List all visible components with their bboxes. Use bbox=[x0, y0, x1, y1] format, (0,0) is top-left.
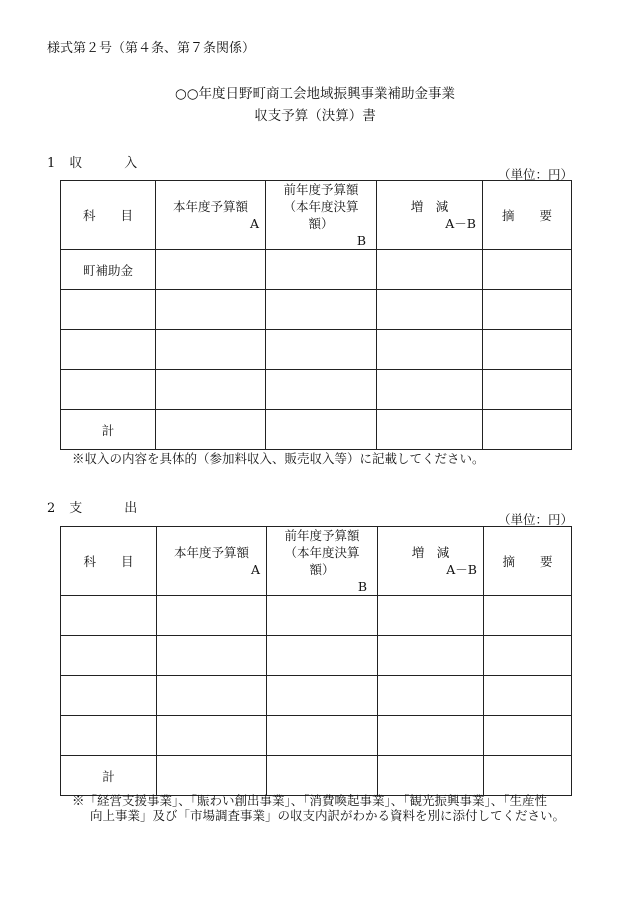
income-row-label: 町補助金 bbox=[61, 250, 156, 290]
table-row bbox=[61, 370, 572, 410]
table-cell bbox=[267, 596, 378, 636]
table-cell bbox=[267, 636, 378, 676]
income-row-label bbox=[61, 330, 156, 370]
table-cell bbox=[267, 676, 378, 716]
table-cell bbox=[157, 716, 267, 756]
table-cell bbox=[377, 370, 483, 410]
table-cell bbox=[156, 410, 266, 450]
header-current-letter: A bbox=[249, 216, 259, 231]
header-remarks: 摘 要 bbox=[484, 527, 572, 596]
table-cell bbox=[484, 636, 572, 676]
header-previous-line2: （本年度決算 bbox=[283, 199, 359, 214]
expense-row-label bbox=[61, 596, 157, 636]
expense-note bbox=[72, 793, 565, 823]
header-diff-formula: A－B bbox=[445, 216, 476, 231]
document-title: ○○年度日野町商工会地域振興事業補助金事業 bbox=[174, 86, 456, 102]
table-cell bbox=[378, 596, 484, 636]
table-row bbox=[61, 250, 572, 290]
expense-total-row bbox=[61, 756, 572, 796]
table-cell bbox=[156, 290, 266, 330]
header-current-budget bbox=[157, 527, 267, 596]
income-row-label bbox=[61, 370, 156, 410]
table-cell bbox=[266, 330, 377, 370]
header-previous-budget bbox=[267, 527, 378, 596]
income-unit-label: （単位：円） bbox=[497, 167, 573, 182]
table-cell bbox=[484, 676, 572, 716]
header-current-label: 本年度予算額 bbox=[173, 545, 249, 560]
table-cell bbox=[266, 290, 377, 330]
table-cell bbox=[267, 756, 378, 796]
expense-label-b: 出 bbox=[124, 501, 138, 516]
income-label-b: 入 bbox=[124, 156, 138, 171]
table-cell bbox=[484, 716, 572, 756]
table-cell bbox=[483, 370, 572, 410]
expense-section-heading bbox=[47, 497, 137, 516]
expense-section-number: 2 bbox=[47, 501, 56, 516]
header-diff-label: 増 減 bbox=[410, 199, 449, 214]
header-remarks: 摘 要 bbox=[483, 181, 572, 250]
header-current-letter: A bbox=[250, 562, 260, 577]
table-row bbox=[61, 636, 572, 676]
expense-row-label bbox=[61, 716, 157, 756]
header-current-label: 本年度予算額 bbox=[172, 199, 248, 214]
header-previous-line3: 額） bbox=[308, 216, 334, 231]
income-row-label bbox=[61, 290, 156, 330]
header-previous-letter: B bbox=[356, 233, 366, 248]
expense-note-line1: ※「経営支援事業」、「賑わい創出事業」、「消費喚起事業」、「観光振興事業」、「生産性 bbox=[72, 793, 548, 808]
table-cell bbox=[157, 636, 267, 676]
income-header-row bbox=[61, 181, 572, 250]
table-cell bbox=[377, 250, 483, 290]
expense-label-a: 支 bbox=[69, 501, 83, 516]
header-current-budget bbox=[156, 181, 266, 250]
table-cell bbox=[378, 756, 484, 796]
header-subject: 科 目 bbox=[61, 181, 156, 250]
header-difference bbox=[378, 527, 484, 596]
table-cell bbox=[378, 716, 484, 756]
table-cell bbox=[266, 370, 377, 410]
table-cell bbox=[156, 330, 266, 370]
table-cell bbox=[157, 596, 267, 636]
header-diff-label: 増 減 bbox=[411, 545, 450, 560]
table-cell bbox=[483, 410, 572, 450]
header-previous-letter: B bbox=[357, 579, 367, 594]
income-total-label: 計 bbox=[61, 410, 156, 450]
expense-table bbox=[60, 526, 572, 796]
table-cell bbox=[378, 636, 484, 676]
income-table bbox=[60, 180, 572, 450]
header-previous-line3: 額） bbox=[309, 562, 335, 577]
header-previous-line2: （本年度決算 bbox=[284, 545, 360, 560]
income-note: ※収入の内容を具体的（参加料収入、販売収入等）に記載してください。 bbox=[72, 451, 485, 466]
table-cell bbox=[483, 330, 572, 370]
table-cell bbox=[377, 290, 483, 330]
table-row bbox=[61, 596, 572, 636]
table-row bbox=[61, 330, 572, 370]
table-cell bbox=[156, 250, 266, 290]
table-row bbox=[61, 716, 572, 756]
income-label-a: 収 bbox=[69, 156, 83, 171]
income-section-number: 1 bbox=[47, 156, 56, 171]
table-cell bbox=[484, 596, 572, 636]
header-previous-line1: 前年度予算額 bbox=[283, 182, 359, 197]
table-cell bbox=[484, 756, 572, 796]
expense-unit-label: （単位：円） bbox=[497, 512, 573, 527]
expense-row-label bbox=[61, 636, 157, 676]
table-cell bbox=[157, 756, 267, 796]
table-cell bbox=[377, 330, 483, 370]
table-cell bbox=[267, 716, 378, 756]
table-cell bbox=[156, 370, 266, 410]
table-cell bbox=[157, 676, 267, 716]
expense-note-line2: 向上事業」及び「市場調査事業」の収支内訳がわかる資料を別に添付してください。 bbox=[90, 808, 566, 823]
document-subtitle: 収支予算（決算）書 bbox=[254, 108, 376, 124]
expense-total-label: 計 bbox=[61, 756, 157, 796]
table-cell bbox=[378, 676, 484, 716]
header-difference bbox=[377, 181, 483, 250]
income-section-heading bbox=[47, 152, 137, 171]
form-number: 様式第２号（第４条、第７条関係） bbox=[47, 41, 256, 56]
header-previous-line1: 前年度予算額 bbox=[284, 528, 360, 543]
header-subject: 科 目 bbox=[61, 527, 157, 596]
header-diff-formula: A－B bbox=[446, 562, 477, 577]
table-cell bbox=[377, 410, 483, 450]
income-total-row bbox=[61, 410, 572, 450]
table-row bbox=[61, 290, 572, 330]
table-row bbox=[61, 676, 572, 716]
table-cell bbox=[266, 250, 377, 290]
header-previous-budget bbox=[266, 181, 377, 250]
expense-header-row bbox=[61, 527, 572, 596]
expense-row-label bbox=[61, 676, 157, 716]
table-cell bbox=[483, 250, 572, 290]
table-cell bbox=[483, 290, 572, 330]
table-cell bbox=[266, 410, 377, 450]
